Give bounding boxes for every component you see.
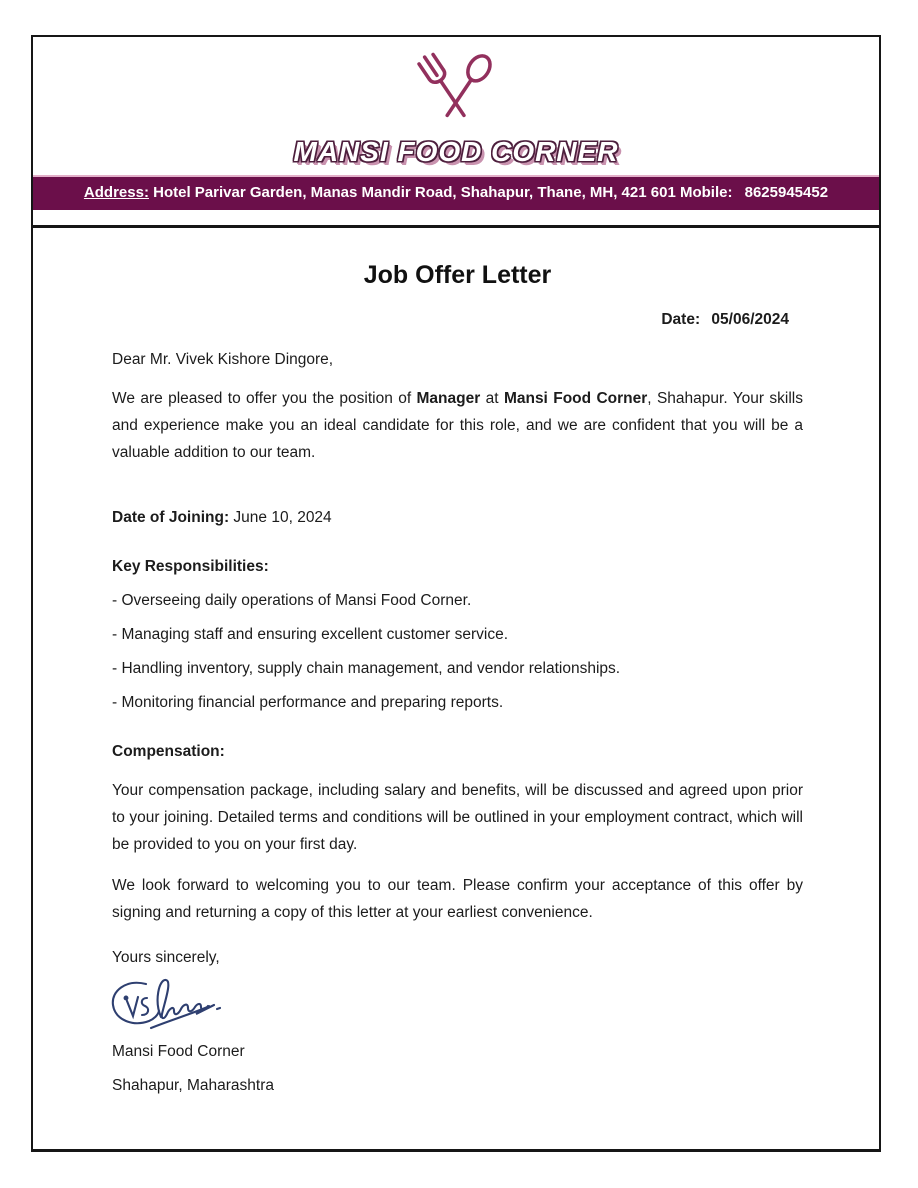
compensation-heading: Compensation: xyxy=(112,743,225,760)
intro-text-3: , Shahapur. Your skills and experience make you an ideal candidate for this role, and we are confident that you will be a valuable addition to our team. xyxy=(112,390,803,461)
intro-paragraph xyxy=(112,385,803,466)
joining-line xyxy=(112,507,803,529)
date-line xyxy=(112,309,803,331)
closing-paragraph: We look forward to welcoming you to our team. Please confirm your acceptance of this offer by signing and returning a copy of this letter at your earliest convenience. xyxy=(112,877,803,921)
responsibility-item: - Monitoring financial performance and preparing reports. xyxy=(112,694,504,711)
date-value: 05/06/2024 xyxy=(711,311,789,328)
signer-name: Mansi Food Corner xyxy=(112,1043,245,1060)
position-name: Manager xyxy=(416,390,481,407)
joining-label: Date of Joining: xyxy=(112,509,230,526)
mobile-label: Mobile: xyxy=(679,184,733,201)
responsibility-item: - Handling inventory, supply chain management, and vendor relationships. xyxy=(112,660,621,677)
date-label: Date: xyxy=(661,311,701,328)
responsibility-item: - Overseeing daily operations of Mansi Food Corner. xyxy=(112,592,472,609)
company-name: Mansi Food Corner xyxy=(503,390,648,407)
handwritten-signature xyxy=(106,971,256,1033)
joining-value: June 10, 2024 xyxy=(233,509,332,526)
letterhead xyxy=(33,37,879,168)
compensation-paragraph: Your compensation package, including salary and benefits, will be discussed and agreed upon prior to your joining. Detailed terms and conditions will be outlined in your employment contract, which will be provided to you on your first day. xyxy=(112,782,803,853)
fork-spoon-crossed-icon xyxy=(404,45,508,133)
responsibilities-heading: Key Responsibilities: xyxy=(112,558,269,575)
letter-body xyxy=(33,259,879,1097)
signoff: Yours sincerely, xyxy=(112,949,220,966)
header-divider xyxy=(33,225,879,228)
salutation: Dear Mr. Vivek Kishore Dingore, xyxy=(112,351,334,368)
page-title: Job Offer Letter xyxy=(363,261,552,289)
address-label: Address: xyxy=(83,184,149,201)
mobile-number: 8625945452 xyxy=(744,184,829,201)
intro-text-1: We are pleased to offer you the position of xyxy=(112,390,417,407)
address-bar xyxy=(33,175,879,210)
responsibility-item: - Managing staff and ensuring excellent customer service. xyxy=(112,626,509,643)
address-text: Hotel Parivar Garden, Manas Mandir Road, Shahapur, Thane, MH, 421 601 xyxy=(153,184,676,201)
intro-text-2: at xyxy=(480,390,504,407)
letter-page xyxy=(31,35,881,1152)
brand-wordmark: MANSI FOOD CORNER xyxy=(293,136,619,167)
signer-location: Shahapur, Maharashtra xyxy=(112,1077,274,1094)
